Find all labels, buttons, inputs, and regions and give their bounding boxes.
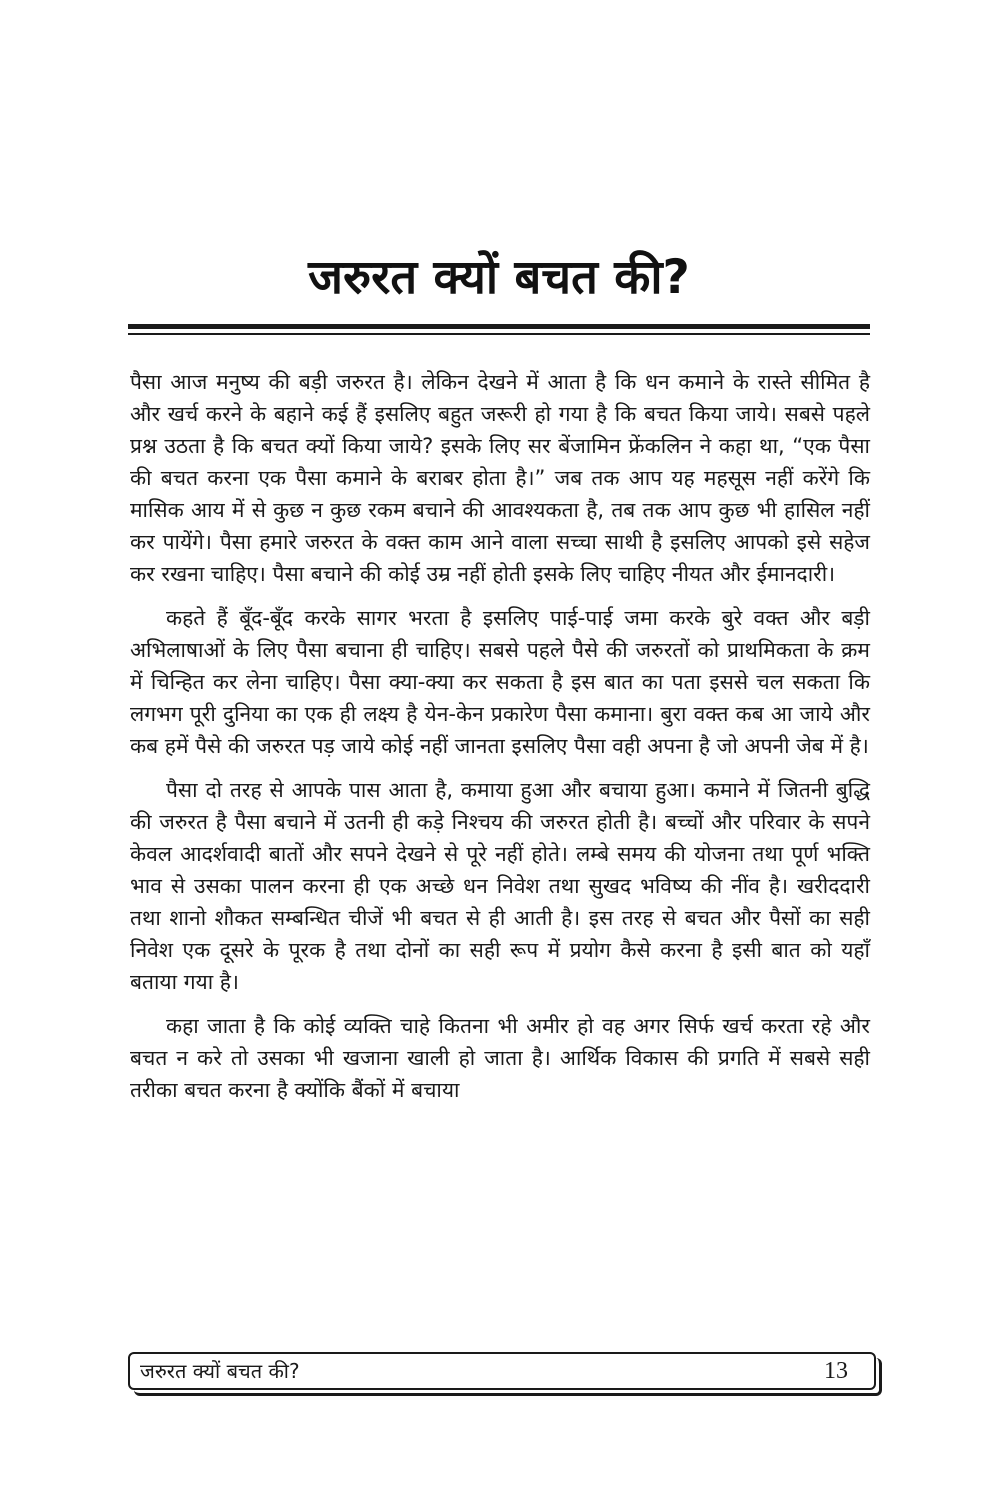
- title-rule-thick: [128, 324, 870, 329]
- title-rule-thin: [128, 333, 870, 335]
- chapter-title: जरुरत क्यों बचत की?: [308, 250, 690, 305]
- paragraph-1: पैसा आज मनुष्य की बड़ी जरुरत है। लेकिन देखने में आता है कि धन कमाने के रास्ते सीमित है और खर्च करने के बहाने कई हैं इसलिए बहुत जरूरी हो गया है कि बचत किया जाये। सबसे पहले प्रश्न उठता है कि बचत क्यों किया जाये? इसके लिए सर बेंजामिन फ्रेंकलिन ने कहा था, “एक पैसा की बचत करना एक पैसा कमाने के बराबर होता है।” जब तक आप यह महसूस नहीं करेंगे कि मासिक आय में से कुछ न कुछ रकम बचाने की आवश्यकता है, तब तक आप कुछ भी हासिल नहीं कर पायेंगे। पैसा हमारे जरुरत के वक्त काम आने वाला सच्चा साथी है इसलिए आपको इसे सहेज कर रखना चाहिए। पैसा बचाने की कोई उम्र नहीं होती इसके लिए चाहिए नीयत और ईमानदारी।: [130, 370, 870, 586]
- body-text: [130, 366, 870, 1118]
- paragraph-3: पैसा दो तरह से आपके पास आता है, कमाया हुआ और बचाया हुआ। कमाने में जितनी बुद्धि की जरुरत है पैसा बचाने में उतनी ही कड़े निश्चय की जरुरत होती है। बच्चों और परिवार के सपने केवल आदर्शवादी बातों और सपने देखने से पूरे नहीं होते। लम्बे समय की योजना तथा पूर्ण भक्ति भाव से उसका पालन करना ही एक अच्छे धन निवेश तथा सुखद भविष्य की नींव है। खरीददारी तथा शानो शौकत सम्बन्धित चीजें भी बचत से ही आती है। इस तरह से बचत और पैसों का सही निवेश एक दूसरे के पूरक है तथा दोनों का सही रूप में प्रयोग कैसे करना है इसी बात को यहाँ बताया गया है।: [130, 778, 870, 994]
- running-title: जरुरत क्यों बचत की?: [140, 1359, 300, 1383]
- page-number: 13: [824, 1358, 848, 1384]
- paragraph-2: कहते हैं बूँद-बूँद करके सागर भरता है इसलिए पाई-पाई जमा करके बुरे वक्त और बड़ी अभिलाषाओं के लिए पैसा बचाना ही चाहिए। सबसे पहले पैसे की जरुरतों को प्राथमिकता के क्रम में चिन्हित कर लेना चाहिए। पैसा क्या-क्या कर सकता है इस बात का पता इससे चल सकता कि लगभग पूरी दुनिया का एक ही लक्ष्य है येन-केन प्रकारेण पैसा कमाना। बुरा वक्त कब आ जाये और कब हमें पैसे की जरुरत पड़ जाये कोई नहीं जानता इसलिए पैसा वही अपना है जो अपनी जेब में है।: [130, 606, 870, 758]
- page-footer: [128, 1352, 876, 1390]
- paragraph-4: कहा जाता है कि कोई व्यक्ति चाहे कितना भी अमीर हो वह अगर सिर्फ खर्च करता रहे और बचत न करे तो उसका भी खजाना खाली हो जाता है। आर्थिक विकास की प्रगति में सबसे सही तरीका बचत करना है क्योंकि बैंकों में बचाया: [130, 1014, 870, 1102]
